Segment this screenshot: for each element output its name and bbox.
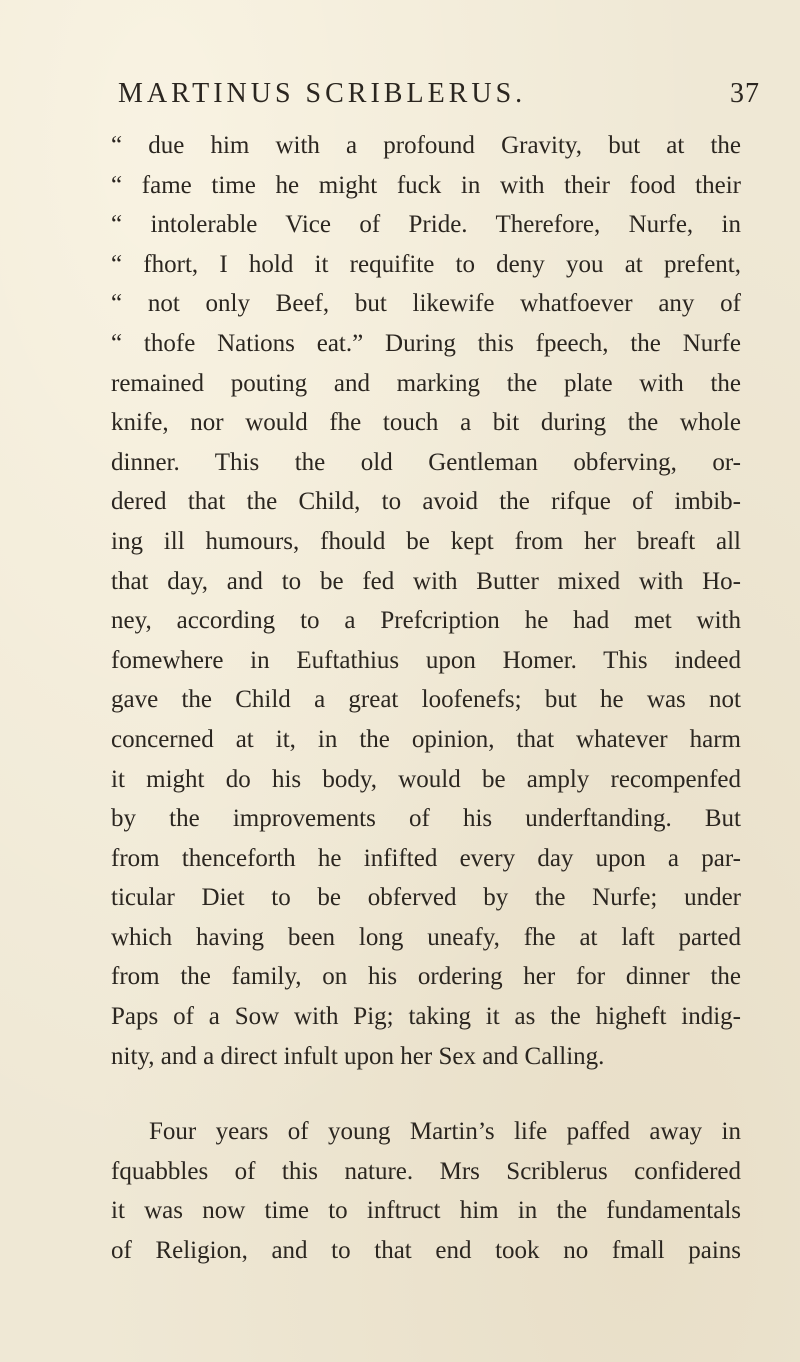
running-head [118, 78, 760, 110]
text-line: “ not only Beef, but likewife whatfoever any of [111, 290, 741, 318]
text-line: ticular Diet to be obferved by the Nurfe; under [111, 884, 741, 912]
text-line: “ thofe Nations eat.” During this fpeech, the Nurfe [111, 329, 741, 357]
text-line: fquabbles of this nature. Mrs Scriblerus confidered [111, 1157, 741, 1185]
text-line: Paps of a Sow with Pig; taking it as the higheft indig- [111, 1003, 741, 1031]
body-text [111, 126, 741, 1271]
text-line: which having been long uneafy, fhe at laft parted [111, 923, 741, 951]
text-line: knife, nor would fhe touch a bit during the whole [111, 409, 741, 437]
text-line: from the family, on his ordering her for dinner the [111, 963, 741, 991]
text-line: fomewhere in Euftathius upon Homer. This indeed [111, 646, 741, 674]
text-line: it was now time to inftruct him in the fundamentals [111, 1197, 741, 1225]
text-line: ney, according to a Prefcription he had met with [111, 607, 741, 635]
text-line: dered that the Child, to avoid the rifque of imbib- [111, 488, 741, 516]
text-line: “ fhort, I hold it requifite to deny you at prefent, [111, 250, 741, 278]
text-line: by the improvements of his underftanding. But [111, 805, 741, 833]
text-line: that day, and to be fed with Butter mixed with Ho- [111, 567, 741, 595]
text-line: concerned at it, in the opinion, that whatever harm [111, 725, 741, 753]
text-line: of Religion, and to that end took no fmall pains [111, 1237, 741, 1265]
text-line: “ intolerable Vice of Pride. Therefore, Nurfe, in [111, 211, 741, 239]
page-number: 37 [730, 78, 760, 109]
text-line: Four years of young Martin’s life paffed away in [149, 1118, 741, 1146]
text-line: dinner. This the old Gentleman obferving, or- [111, 448, 741, 476]
text-line: it might do his body, would be amply recompenfed [111, 765, 741, 793]
running-head-title: MARTINUS SCRIBLERUS. [118, 78, 527, 109]
text-line: from thenceforth he infifted every day upon a par- [111, 844, 741, 872]
text-line: ing ill humours, fhould be kept from her breaft all [111, 527, 741, 555]
text-line: “ fame time he might fuck in with their food their [111, 171, 741, 199]
text-line: nity, and a direct infult upon her Sex and Calling. [111, 1042, 605, 1070]
paragraph-break [111, 1076, 741, 1112]
text-line: remained pouting and marking the plate with the [111, 369, 741, 397]
text-line: gave the Child a great loofenefs; but he was not [111, 686, 741, 714]
text-line: “ due him with a profound Gravity, but at the [111, 132, 741, 159]
